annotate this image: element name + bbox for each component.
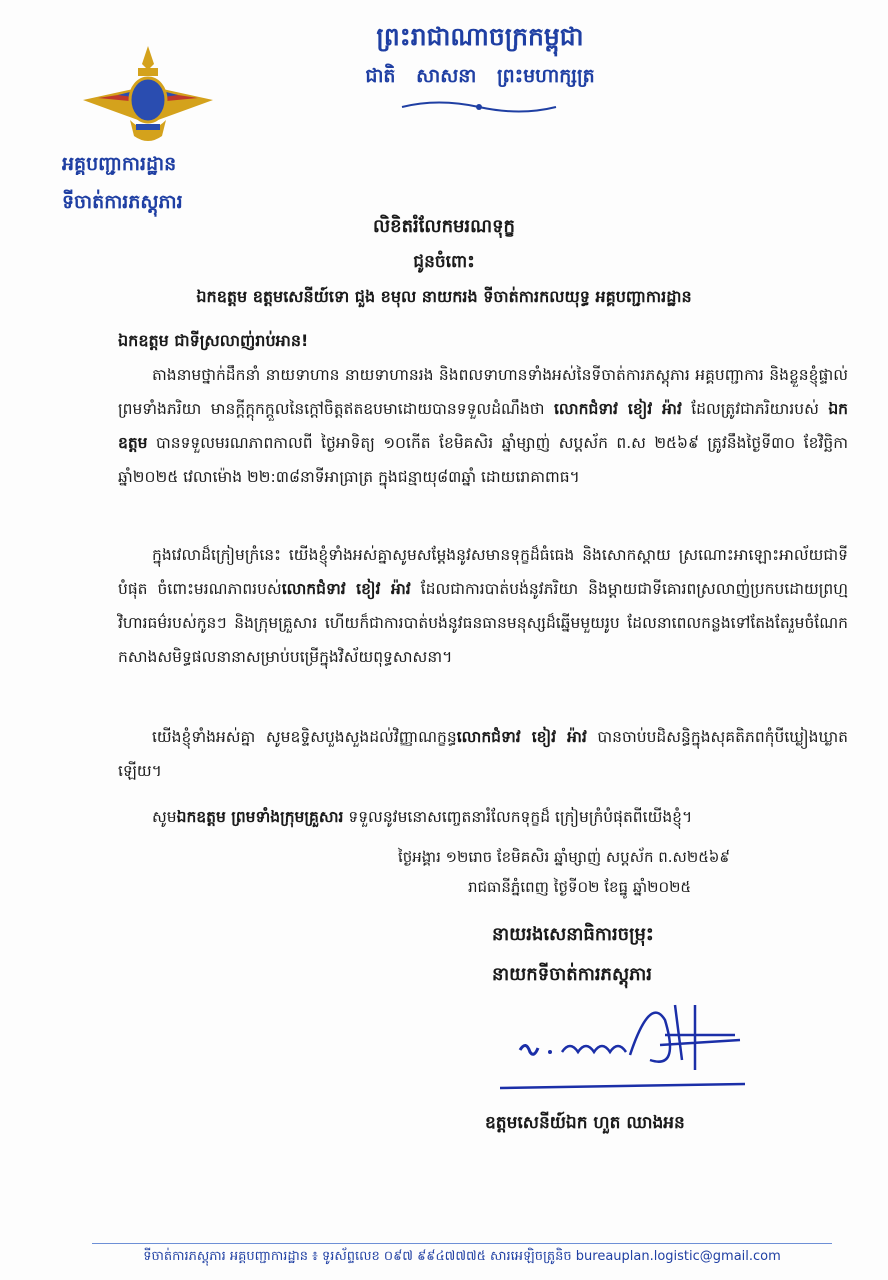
footer-contact: ទីចាត់ការភស្តុភារ អគ្គបញ្ជាការដ្ឋាន ៖ ទូរស័ព្ទលេខ ០៩៧ ៩៩៤៧៧៧៥ សារអេឡិចត្រូនិច bureauplan.logistic@gmail.com <box>143 1249 781 1264</box>
paragraph-1 <box>118 358 848 494</box>
letter-recipient: ឯកឧត្តម ឧត្តមសេនីយ៍ទោ ជួង ខមុល នាយករង ទីចាត់ការកលយុទ្ធ អគ្គបញ្ជាការដ្ឋាន <box>196 287 692 306</box>
org-name-line2: ទីចាត់ការភស្តុភារ <box>62 191 183 213</box>
p4-recipient-family: ឯកឧត្តម ព្រមទាំងក្រុមគ្រួសារ <box>176 808 344 826</box>
paragraph-3 <box>118 720 848 788</box>
p4-text-a: សូម <box>152 808 177 826</box>
p3-text-a: យើងខ្ញុំទាំងអស់គ្នា សូមឧទ្ទិសបួងសួងដល់វិញ្ញាណក្ខន្ធ <box>152 728 457 746</box>
p3-text-c: បានចាប់បដិសន្ធិក្នុងសុគតិភពកុំបីឃ្លៀងឃ្លាតឡើយ។ <box>118 728 848 780</box>
letter-to: ជូនចំពោះ <box>413 252 475 272</box>
royal-armed-forces-emblem-icon <box>78 40 218 150</box>
paragraph-2 <box>118 538 848 674</box>
p1-text-c: ដែលត្រូវជាភរិយារបស់ <box>681 400 829 418</box>
p2-text-c: ដែលជាការបាត់បង់នូវភរិយា និងម្តាយជាទីគោរពស្រលាញ់ប្រកបដោយព្រហ្មវិហារធម៌របស់កូនៗ និងក្រុមគ្រួសារ ហើយក៏ជាការបាត់បង់នូវធនធានមនុស្សដ៏ឆ្នើមមួយរូប ដែលនាពេលកន្លងទៅតែងតែរួមចំណែកកសាងសមិទ្ធផលនានាសម្រាប់បម្រើក្នុងវិស័យពុទ្ធសាសនា។ <box>118 580 848 666</box>
p1-deceased-name: លោកជំទាវ ខៀវ អ៉ាវ <box>554 400 682 418</box>
letter-title: លិខិតរំលែកមរណទុក្ខ <box>373 216 515 237</box>
national-motto: ជាតិ សាសនា ព្រះមហាក្សត្រ <box>365 65 595 87</box>
p3-deceased-name: លោកជំទាវ ខៀវ អ៉ាវ <box>456 728 587 746</box>
p4-text-c: ទទួលនូវមនោសញ្ចេតនារំលែកទុក្ខដ៏ ក្រៀមក្រំបំផុតពីយើងខ្ញុំ។ <box>343 808 693 826</box>
p1-text-d: បានទទួលមរណភាពកាលពី ថ្ងៃអាទិត្យ ១០កើត ខែមិគសិរ ឆ្នាំម្សាញ់ សប្តស័ក ព.ស ២៥៦៩ ត្រូវនឹងថ្ងៃទី៣០ ខែវិច្ឆិកា ឆ្នាំ២០២៥ វេលាម៉ោង ២២:៣៨នាទីអាធ្រាត្រ ក្នុងជន្មាយុ៨៣ឆ្នាំ ដោយរោគាពាធ។ <box>118 434 848 486</box>
org-name-line1: អគ្គបញ្ជាការដ្ឋាន <box>62 153 177 175</box>
greeting: ឯកឧត្តម ជាទីស្រលាញ់រាប់អាន! <box>118 331 309 350</box>
p1-excellency: ឯកឧត្តម <box>118 400 848 452</box>
signer-name: ឧត្តមសេនីយ៍ឯក ហួត ឈាងអន <box>485 1113 685 1133</box>
kingdom-title: ព្រះរាជាណាចក្រកម្ពុជា <box>376 22 584 51</box>
signer-title-1: នាយរងសេនាធិការចម្រុះ <box>492 924 654 945</box>
signature-image <box>500 1000 750 1100</box>
footer-divider <box>92 1243 832 1244</box>
motto-ornament-icon <box>398 98 560 116</box>
paragraph-4 <box>118 800 848 834</box>
date-solar: រាជធានីភ្នំពេញ ថ្ងៃទី០២ ខែធ្នូ ឆ្នាំ២០២៥ <box>468 878 692 896</box>
date-lunar: ថ្ងៃអង្គារ ១២រោច ខែមិគសិរ ឆ្នាំម្សាញ់ សប្តស័ក ព.ស២៥៦៩ <box>398 848 731 866</box>
p2-deceased-name: លោកជំទាវ ខៀវ អ៉ាវ <box>281 580 411 598</box>
p2-text-a: ក្នុងវេលាដ៏ក្រៀមក្រំនេះ យើងខ្ញុំទាំងអស់គ្នាសូមសម្តែងនូវសមានទុក្ខដ៏ធំធេង និងសោកស្តាយ ស្រណោះអាឡោះអាល័យជាទីបំផុត ចំពោះមរណភាពរបស់ <box>118 546 848 598</box>
signer-title-2: នាយកទីចាត់ការភស្តុភារ <box>492 964 652 985</box>
p1-text-a: តាងនាមថ្នាក់ដឹកនាំ នាយទាហាន នាយទាហានរង និងពលទាហានទាំងអស់នៃទីចាត់ការភស្តុភារ អគ្គបញ្ជាការ និងខ្លួនខ្ញុំផ្ទាល់ ព្រមទាំងភរិយា មានក្តីក្តុកក្តួលនៃក្តៅចិត្តឥតឧបមាដោយបានទទួលដំណឹងថា <box>118 366 848 418</box>
